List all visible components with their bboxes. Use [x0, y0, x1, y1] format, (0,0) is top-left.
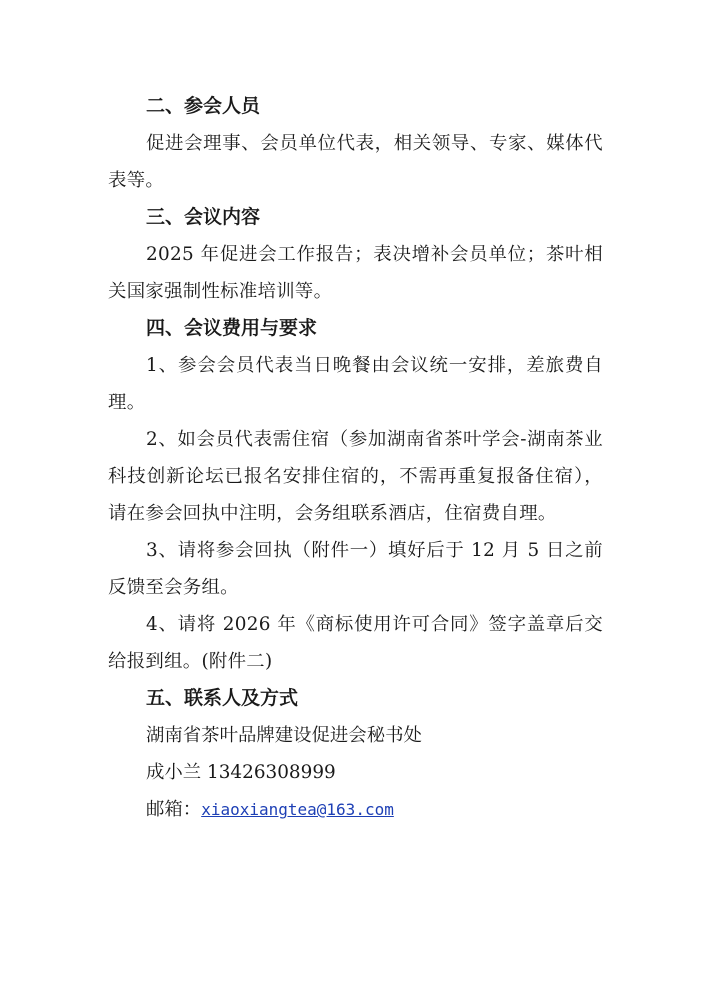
content-text: 2025 年促进会工作报告；表决增补会员单位；茶叶相关国家强制性标准培训等。 — [108, 244, 603, 302]
section-heading-content: 三、会议内容 — [146, 206, 261, 228]
contact-organization: 湖南省茶叶品牌建设促进会秘书处 — [146, 725, 422, 746]
section-heading-attendees: 二、参会人员 — [146, 95, 261, 117]
fee-item-4: 4、请将 2026 年《商标使用许可合同》签字盖章后交给报到组。(附件二) — [108, 614, 603, 672]
contact-email-line — [108, 791, 603, 828]
fee-item-3: 3、请将参会回执（附件一）填好后于 12 月 5 日之前反馈至会务组。 — [108, 540, 603, 598]
fee-item-1: 1、参会会员代表当日晚餐由会议统一安排，差旅费自理。 — [108, 355, 603, 413]
document-page — [108, 88, 603, 828]
email-label: 邮箱： — [146, 799, 202, 820]
section-heading-fees: 四、会议费用与要求 — [146, 317, 318, 339]
section-heading-contact: 五、联系人及方式 — [146, 687, 299, 709]
fee-item-2: 2、如会员代表需住宿（参加湖南省茶叶学会-湖南茶业科技创新论坛已报名安排住宿的，不需再重复报备住宿），请在参会回执中注明，会务组联系酒店，住宿费自理。 — [108, 429, 603, 524]
contact-person: 成小兰 13426308999 — [146, 762, 336, 783]
attendees-text: 促进会理事、会员单位代表，相关领导、专家、媒体代表等。 — [108, 133, 603, 191]
email-link[interactable]: xiaoxiangtea@163.com — [201, 800, 394, 819]
